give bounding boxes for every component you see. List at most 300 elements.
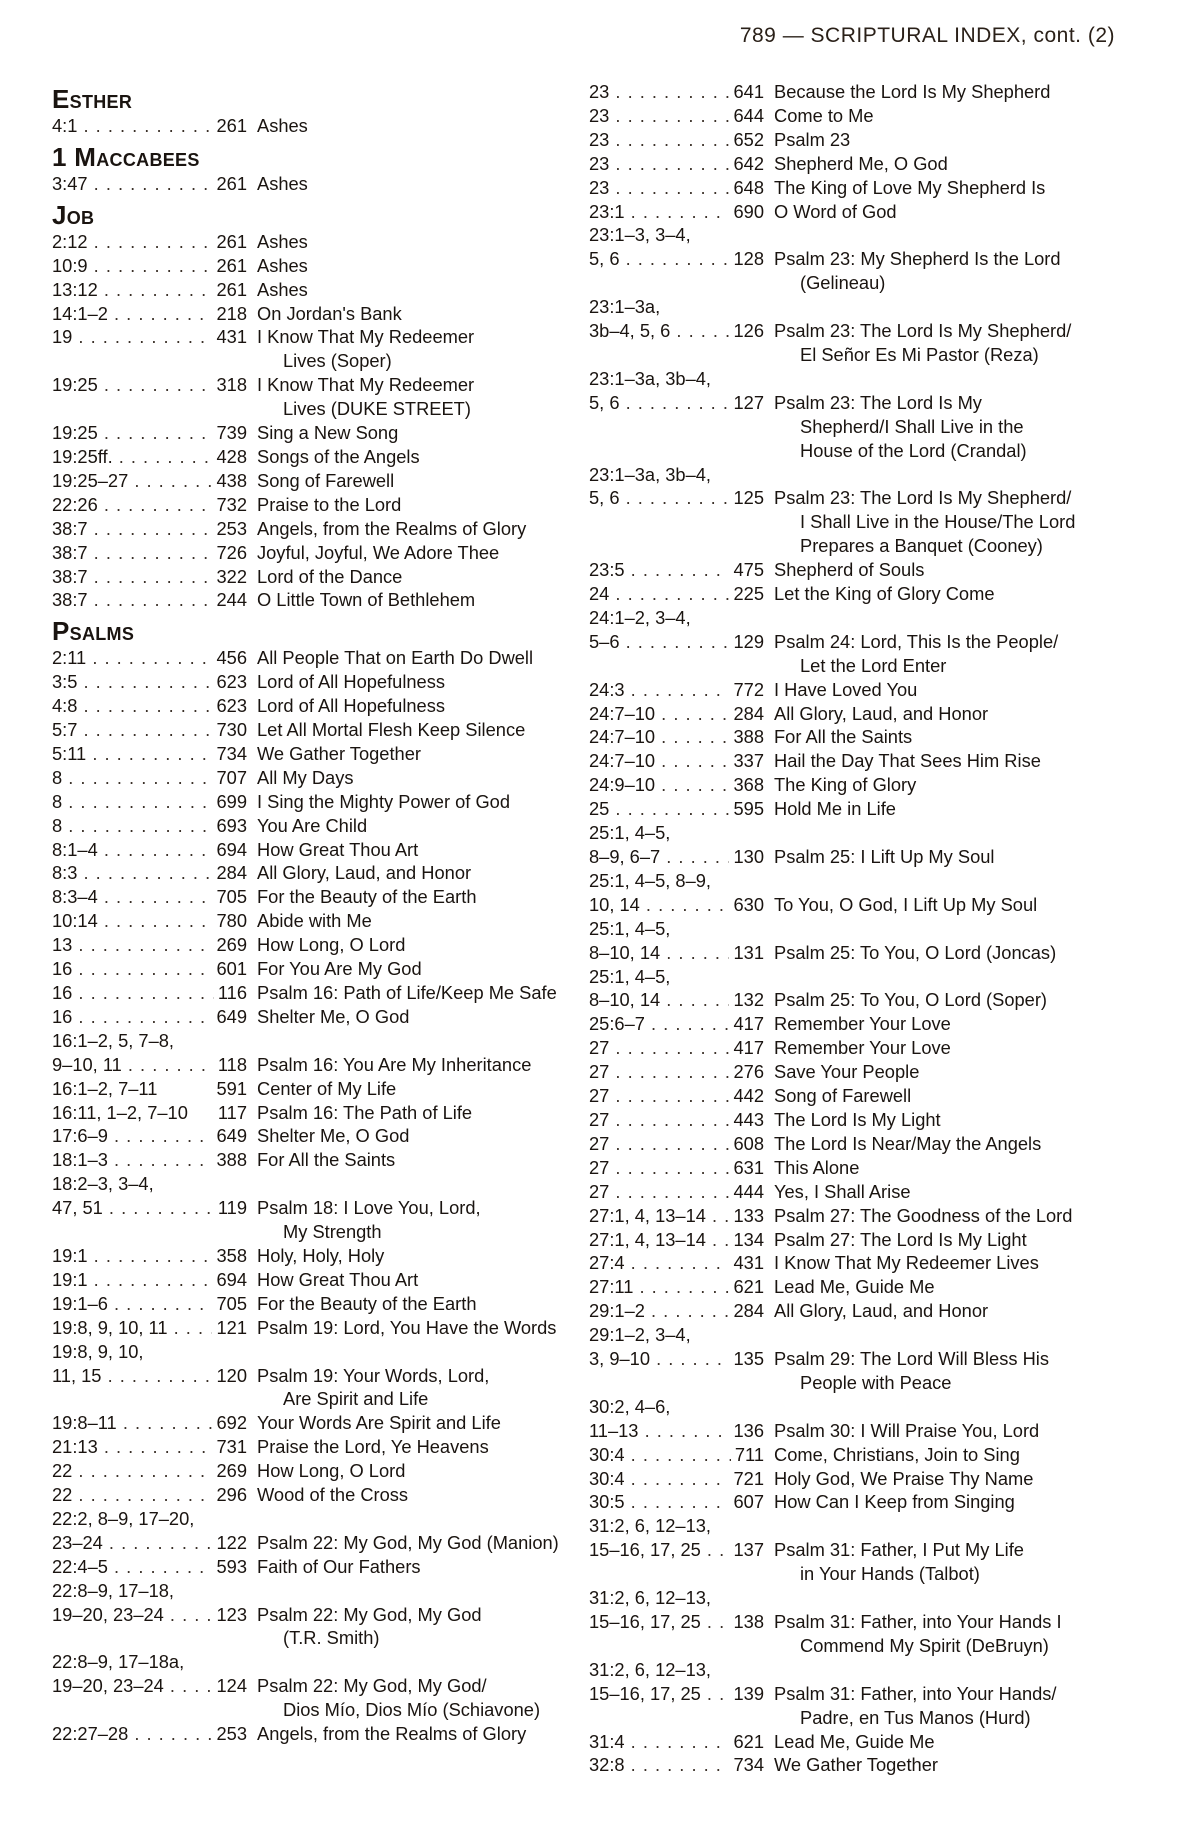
scripture-reference <box>589 1204 764 1228</box>
hymn-number: 621 <box>733 1276 764 1298</box>
hymn-number: 244 <box>216 589 247 611</box>
scripture-reference <box>52 302 247 326</box>
hymn-title <box>247 814 612 838</box>
reference-text: 23 <box>589 128 610 150</box>
dot-leader <box>113 445 213 469</box>
scripture-reference <box>52 718 247 742</box>
hymn-number: 693 <box>216 814 247 836</box>
title-line: Let All Mortal Flesh Keep Silence <box>257 719 526 741</box>
hymn-title <box>247 1005 612 1029</box>
index-entry <box>52 981 612 1005</box>
hymn-number: 428 <box>216 445 247 467</box>
title-line: Psalm 23 <box>774 128 851 150</box>
reference-line <box>589 152 764 176</box>
index-entry <box>589 917 1129 965</box>
index-entry <box>589 1467 1129 1491</box>
scripture-reference <box>52 1340 247 1388</box>
index-entry <box>589 200 1129 224</box>
reference-line <box>589 988 764 1012</box>
index-entry <box>52 646 612 670</box>
title-line: Hold Me in Life <box>774 798 896 820</box>
reference-text: 3:47 <box>52 172 88 194</box>
reference-line <box>589 1682 764 1706</box>
title-line: Ashes <box>257 278 308 300</box>
index-entry <box>52 742 612 766</box>
index-entry <box>589 749 1129 773</box>
hymn-title <box>764 582 1129 606</box>
title-line: The King of Love My Shepherd Is <box>774 176 1046 198</box>
reference-line <box>52 469 247 493</box>
index-entry <box>52 373 612 421</box>
hymn-number: 456 <box>216 647 247 669</box>
reference-text: 38:7 <box>52 589 88 611</box>
title-line: Hail the Day That Sees Him Rise <box>774 750 1041 772</box>
hymn-number: 318 <box>216 374 247 396</box>
dot-leader <box>706 1204 730 1228</box>
reference-text: 19:25–27 <box>52 469 129 491</box>
title-line: Praise to the Lord <box>257 493 402 515</box>
hymn-title <box>247 1579 612 1651</box>
title-spacer <box>774 295 1129 319</box>
scripture-reference <box>589 295 764 343</box>
reference-line <box>589 941 764 965</box>
reference-text: 10:14 <box>52 910 98 932</box>
scripture-reference <box>589 1060 764 1084</box>
index-entry <box>52 718 612 742</box>
scripture-reference <box>52 1650 247 1698</box>
hymn-title <box>247 1483 612 1507</box>
reference-line <box>52 1005 247 1029</box>
scripture-reference <box>589 1012 764 1036</box>
title-line: All People That on Earth Do Dwell <box>257 647 534 669</box>
index-entry <box>52 861 612 885</box>
reference-text: 2:11 <box>52 647 87 669</box>
index-entry <box>589 128 1129 152</box>
dot-leader <box>86 742 212 766</box>
reference-line <box>52 933 247 957</box>
title-line: Psalm 31: Father, I Put My Life <box>774 1539 1024 1561</box>
index-entry <box>52 1722 612 1746</box>
index-entry <box>589 1730 1129 1754</box>
reference-line: 22:2, 8–9, 17–20, <box>52 1507 195 1529</box>
hymn-number: 128 <box>733 248 764 270</box>
title-line: Center of My Life <box>257 1077 397 1099</box>
scripture-reference <box>52 172 247 196</box>
title-spacer <box>257 1650 612 1674</box>
reference-line <box>52 230 247 254</box>
dot-leader <box>620 630 730 654</box>
index-entry <box>589 702 1129 726</box>
title-line: I Sing the Mighty Power of God <box>257 790 511 812</box>
dot-leader <box>157 1077 212 1101</box>
reference-text: 27 <box>589 1061 610 1083</box>
hymn-number: 388 <box>733 726 764 748</box>
reference-line: 23:1–3, 3–4, <box>589 224 691 246</box>
hymn-number: 631 <box>733 1156 764 1178</box>
reference-line <box>589 1490 764 1514</box>
reference-line <box>589 1084 764 1108</box>
index-entry <box>589 152 1129 176</box>
scripture-reference <box>52 1555 247 1579</box>
reference-line: 29:1–2, 3–4, <box>589 1324 691 1346</box>
hymn-title <box>764 702 1129 726</box>
index-entry <box>589 1490 1129 1514</box>
reference-text: 27:11 <box>589 1276 634 1298</box>
hymn-number: 126 <box>733 320 764 342</box>
hymn-title <box>764 678 1129 702</box>
title-continuation: Padre, en Tus Manos (Hurd) <box>800 1706 1031 1728</box>
dot-leader <box>645 1299 730 1323</box>
reference-line <box>589 80 764 104</box>
reference-text: 13 <box>52 934 73 956</box>
reference-line <box>52 838 247 862</box>
title-line: Remember Your Love <box>774 1013 951 1035</box>
dot-leader <box>117 1411 213 1435</box>
reference-text: 22 <box>52 1484 73 1506</box>
reference-line <box>52 790 247 814</box>
dot-leader <box>640 893 730 917</box>
index-entry <box>52 933 612 957</box>
scripture-reference <box>52 278 247 302</box>
hymn-number: 120 <box>216 1364 247 1386</box>
title-line: How Long, O Lord <box>257 934 406 956</box>
hymn-number: 652 <box>733 128 764 150</box>
reference-line <box>52 909 247 933</box>
hymn-title <box>247 646 612 670</box>
dot-leader <box>108 1292 213 1316</box>
index-entry <box>589 1586 1129 1658</box>
reference-line <box>52 541 247 565</box>
title-line: All My Days <box>257 766 354 788</box>
title-line: Let the King of Glory Come <box>774 583 995 605</box>
reference-line <box>52 814 247 838</box>
hymn-title <box>764 104 1129 128</box>
dot-leader <box>625 200 730 224</box>
reference-text: 23:1 <box>589 200 625 222</box>
title-line: Yes, I Shall Arise <box>774 1180 911 1202</box>
hymn-title <box>247 885 612 909</box>
index-entry <box>52 588 612 612</box>
title-line: Save Your People <box>774 1061 920 1083</box>
reference-line: 31:2, 6, 12–13, <box>589 1515 711 1537</box>
scripture-reference <box>589 1251 764 1275</box>
hymn-number: 118 <box>217 1053 247 1075</box>
reference-line <box>589 1730 764 1754</box>
title-line: Psalm 22: My God, My God <box>257 1603 482 1625</box>
hymn-title <box>764 128 1129 152</box>
scripture-reference <box>52 517 247 541</box>
hymn-number: 132 <box>733 989 764 1011</box>
dot-leader <box>625 1730 730 1754</box>
reference-text: 24 <box>589 583 610 605</box>
index-entry <box>589 582 1129 606</box>
reference-line <box>52 302 247 326</box>
index-entry <box>589 797 1129 821</box>
dot-leader <box>188 1101 214 1125</box>
hymn-title <box>764 1060 1129 1084</box>
scripture-reference <box>589 797 764 821</box>
index-entry <box>52 1435 612 1459</box>
hymn-number: 129 <box>733 630 764 652</box>
dot-leader <box>620 486 730 510</box>
reference-text: 9–10, 11 <box>52 1053 122 1075</box>
index-entry <box>52 114 612 138</box>
hymn-title <box>764 1323 1129 1395</box>
scripture-reference <box>52 1722 247 1746</box>
reference-text: 24:7–10 <box>589 750 656 772</box>
reference-text: 15–16, 17, 25 <box>589 1682 701 1704</box>
scripture-reference <box>589 702 764 726</box>
title-line: I Know That My Redeemer <box>257 374 475 396</box>
index-entry <box>589 463 1129 559</box>
title-line: Psalm 18: I Love You, Lord, <box>257 1197 481 1219</box>
hymn-number: 431 <box>216 326 247 348</box>
dot-leader <box>98 838 213 862</box>
reference-line <box>52 1722 247 1746</box>
dot-leader <box>164 1603 213 1627</box>
scripture-reference <box>589 176 764 200</box>
index-entry <box>52 325 612 373</box>
title-line: How Long, O Lord <box>257 1460 406 1482</box>
dot-leader <box>620 391 730 415</box>
hymn-title <box>247 325 612 373</box>
hymn-title <box>764 1251 1129 1275</box>
reference-line <box>52 718 247 742</box>
index-entry <box>52 421 612 445</box>
reference-line <box>52 493 247 517</box>
reference-line <box>52 1077 247 1101</box>
dot-leader <box>86 646 212 670</box>
dot-leader <box>88 172 213 196</box>
dot-leader <box>609 104 729 128</box>
title-line: O Word of God <box>774 200 897 222</box>
hymn-title <box>764 367 1129 463</box>
scripture-reference <box>52 1459 247 1483</box>
reference-text: 24:9–10 <box>589 774 656 796</box>
hymn-number: 731 <box>216 1436 247 1458</box>
reference-text: 23–24 <box>52 1531 103 1553</box>
hymn-number: 116 <box>217 982 247 1003</box>
scripture-reference <box>52 114 247 138</box>
reference-line: 30:2, 4–6, <box>589 1395 671 1417</box>
hymn-title <box>764 1156 1129 1180</box>
dot-leader <box>62 790 212 814</box>
hymn-number: 284 <box>733 1300 764 1322</box>
hymn-number: 443 <box>733 1108 764 1130</box>
title-line: Ashes <box>257 254 308 276</box>
reference-line <box>52 517 247 541</box>
reference-line <box>52 1364 247 1388</box>
dot-leader <box>625 1753 730 1777</box>
scripture-reference <box>589 1084 764 1108</box>
scripture-reference <box>589 1490 764 1514</box>
scripture-reference <box>52 1101 247 1125</box>
reference-line <box>52 1148 247 1172</box>
scripture-reference <box>52 933 247 957</box>
title-line: Holy God, We Praise Thy Name <box>774 1467 1034 1489</box>
reference-text: 27:4 <box>589 1252 625 1274</box>
dot-leader <box>88 541 213 565</box>
reference-text: 30:5 <box>589 1491 625 1513</box>
dot-leader <box>706 1228 730 1252</box>
reference-line: 22:8–9, 17–18, <box>52 1579 174 1601</box>
hymn-title <box>764 1753 1129 1777</box>
reference-line <box>589 1036 764 1060</box>
hymn-number: 739 <box>216 422 247 444</box>
title-line: Come to Me <box>774 104 874 126</box>
reference-text: 31:4 <box>589 1730 625 1752</box>
hymn-title <box>764 821 1129 869</box>
index-entry <box>52 1124 612 1148</box>
reference-text: 19:25 <box>52 374 98 396</box>
index-entry <box>52 1340 612 1412</box>
dot-leader <box>98 885 213 909</box>
reference-line <box>589 1467 764 1491</box>
title-line: Psalm 25: I Lift Up My Soul <box>774 846 995 867</box>
title-line: Shepherd Me, O God <box>774 152 948 174</box>
dot-leader <box>77 861 212 885</box>
reference-text: 3:5 <box>52 671 78 693</box>
hymn-title <box>247 1316 612 1340</box>
hymn-number: 276 <box>733 1061 764 1083</box>
scripture-reference <box>52 469 247 493</box>
title-spacer <box>774 1586 1129 1610</box>
hymn-number: 358 <box>216 1244 247 1266</box>
hymn-title <box>764 1443 1129 1467</box>
dot-leader <box>98 909 213 933</box>
dot-leader <box>633 1275 729 1299</box>
reference-line: 31:2, 6, 12–13, <box>589 1587 711 1609</box>
dot-leader <box>77 114 212 138</box>
index-entry <box>52 469 612 493</box>
reference-text: 4:8 <box>52 695 78 717</box>
left-column <box>52 80 612 1746</box>
dot-leader <box>701 1682 730 1706</box>
scripture-reference <box>52 1244 247 1268</box>
hymn-title <box>764 223 1129 295</box>
title-continuation: Prepares a Banquet (Cooney) <box>800 535 1043 557</box>
hymn-number: 130 <box>733 846 764 867</box>
reference-line <box>589 391 764 415</box>
title-line: Psalm 27: The Goodness of the Lord <box>774 1204 1073 1226</box>
reference-line <box>589 104 764 128</box>
index-entry <box>589 558 1129 582</box>
title-line: We Gather Together <box>774 1754 938 1776</box>
title-line: Ashes <box>257 172 308 194</box>
reference-line: 25:1, 4–5, <box>589 965 671 987</box>
title-line: Because the Lord Is My Shepherd <box>774 81 1051 102</box>
scripture-reference <box>589 128 764 152</box>
dot-leader <box>609 1084 729 1108</box>
scripture-reference <box>52 588 247 612</box>
dot-leader <box>122 1053 214 1077</box>
reference-line <box>589 702 764 726</box>
reference-line <box>589 176 764 200</box>
title-line: Psalm 23: The Lord Is My Shepherd/ <box>774 487 1072 509</box>
reference-text: 8 <box>52 790 63 812</box>
title-line: Song of Farewell <box>774 1085 912 1107</box>
reference-line <box>52 1316 247 1340</box>
hymn-number: 694 <box>216 1268 247 1290</box>
reference-text: 27 <box>589 1108 610 1130</box>
index-entry <box>589 295 1129 367</box>
index-entry <box>52 230 612 254</box>
dot-leader <box>164 1674 213 1698</box>
reference-text: 5–6 <box>589 630 620 652</box>
index-entry <box>589 1204 1129 1228</box>
reference-text: 19:25 <box>52 422 98 444</box>
hymn-title <box>764 1204 1129 1228</box>
hymn-number: 122 <box>216 1531 247 1553</box>
index-entry <box>589 606 1129 678</box>
hymn-number: 607 <box>733 1491 764 1513</box>
reference-text: 29:1–2 <box>589 1300 645 1322</box>
reference-line <box>52 588 247 612</box>
index-entry <box>589 1753 1129 1777</box>
reference-line: 31:2, 6, 12–13, <box>589 1658 711 1680</box>
dot-leader <box>72 1459 212 1483</box>
index-entry <box>52 302 612 326</box>
scripture-reference <box>52 1292 247 1316</box>
title-line: I Have Loved You <box>774 678 918 700</box>
reference-text: 17:6–9 <box>52 1125 108 1147</box>
index-entry <box>52 1411 612 1435</box>
scripture-reference <box>589 1658 764 1706</box>
scripture-reference <box>52 742 247 766</box>
index-entry <box>589 1514 1129 1586</box>
index-entry <box>52 517 612 541</box>
hymn-title <box>247 742 612 766</box>
scripture-reference <box>589 606 764 654</box>
hymn-title <box>764 1586 1129 1658</box>
scripture-reference <box>52 230 247 254</box>
reference-text: 14:1–2 <box>52 302 108 324</box>
reference-line <box>52 1292 247 1316</box>
right-column <box>589 80 1129 1777</box>
index-entry <box>589 869 1129 917</box>
hymn-number: 136 <box>733 1419 764 1441</box>
reference-text: 16:1–2, 7–11 <box>52 1077 158 1099</box>
hymn-title <box>247 670 612 694</box>
reference-line <box>589 773 764 797</box>
reference-line <box>52 1555 247 1579</box>
reference-line: 25:1, 4–5, 8–9, <box>589 869 711 891</box>
reference-text: 32:8 <box>589 1754 625 1776</box>
hymn-number: 137 <box>733 1539 764 1561</box>
hymn-number: 261 <box>216 230 247 252</box>
reference-text: 24:7–10 <box>589 702 656 724</box>
index-entry <box>589 1228 1129 1252</box>
scripture-reference <box>589 1108 764 1132</box>
title-line: Psalm 23: My Shepherd Is the Lord <box>774 248 1061 270</box>
reference-line <box>52 1459 247 1483</box>
hymn-title <box>247 1148 612 1172</box>
hymn-number: 125 <box>733 487 764 509</box>
hymn-number: 138 <box>733 1611 764 1632</box>
dot-leader <box>98 1435 213 1459</box>
scripture-reference <box>52 1005 247 1029</box>
hymn-number: 623 <box>216 671 247 693</box>
dot-leader <box>62 814 212 838</box>
reference-text: 19–20, 23–24 <box>52 1603 164 1625</box>
hymn-number: 705 <box>216 886 247 908</box>
index-entry <box>589 965 1129 1013</box>
hymn-number: 699 <box>216 790 247 812</box>
index-entry <box>589 1443 1129 1467</box>
scripture-reference <box>589 367 764 415</box>
dot-leader <box>701 1538 730 1562</box>
scripture-reference <box>52 766 247 790</box>
